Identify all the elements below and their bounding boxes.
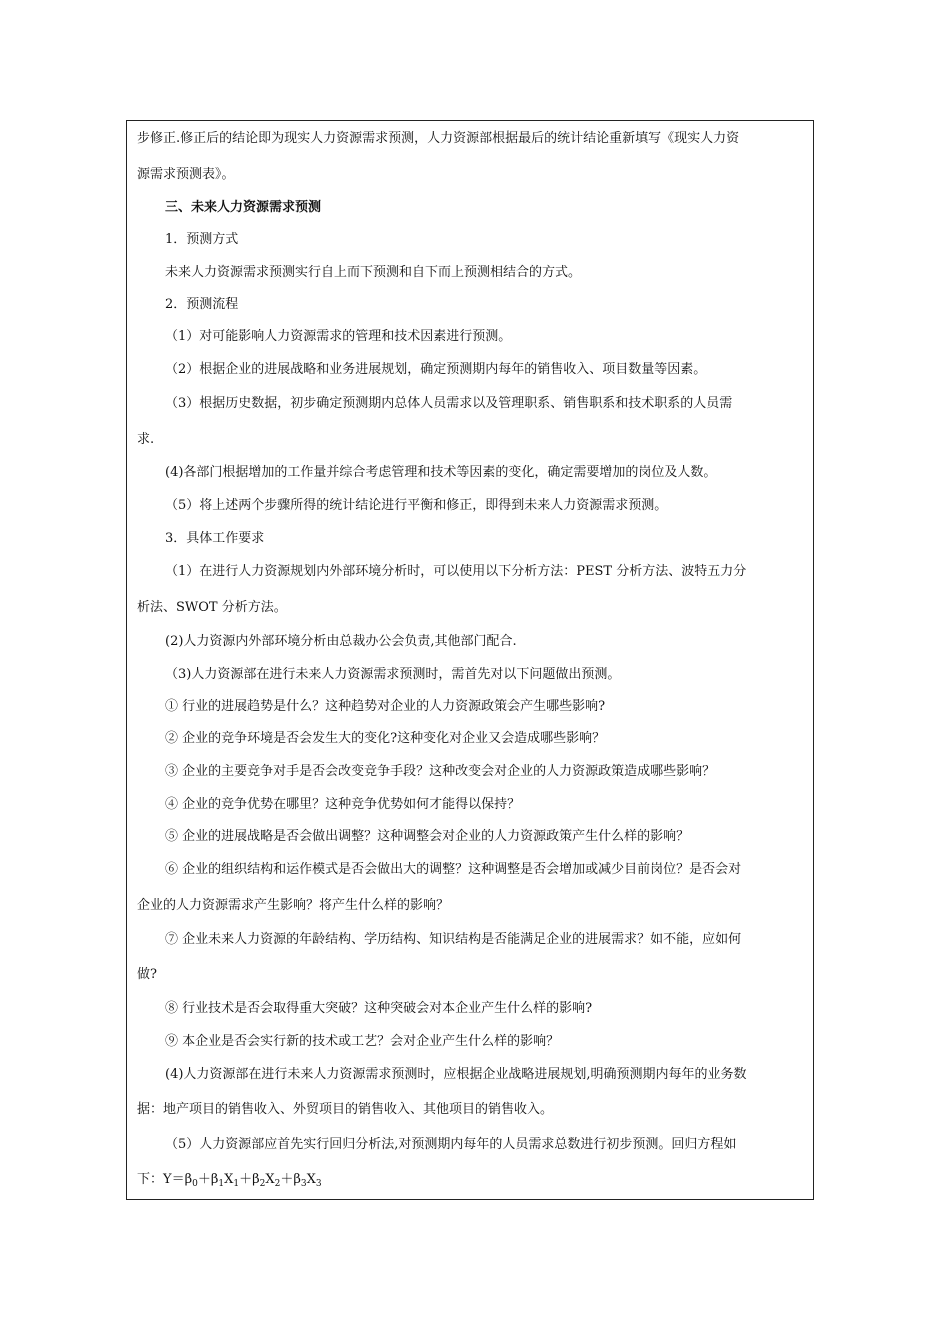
paragraph-line: 据：地产项目的销售收入、外贸项目的销售收入、其他项目的销售收入。 (137, 1102, 554, 1117)
list-item: ① 行业的进展趋势是什么？这种趋势对企业的人力资源政策会产生哪些影响? (165, 699, 606, 714)
paragraph-line: （2）根据企业的进展战略和业务进展规划，确定预测期内每年的销售收入、项目数量等因素。 (165, 362, 707, 377)
list-item: ⑨ 本企业是否会实行新的技术或工艺？会对企业产生什么样的影响？ (165, 1034, 560, 1049)
list-item: ③ 企业的主要竞争对手是否会改变竞争手段？这种改变会对企业的人力资源政策造成哪些影响？ (165, 764, 716, 779)
document-table-cell (126, 120, 814, 1200)
section-heading: 三、未来人力资源需求预测 (165, 200, 322, 215)
paragraph-line: 求. (137, 432, 155, 447)
paragraph-line: (2)人力资源内外部环境分析由总裁办公会负责,其他部门配合. (165, 634, 517, 649)
list-item-continuation: 做? (137, 967, 157, 982)
subheading: 1．预测方式 (165, 232, 239, 247)
list-item: ⑤ 企业的进展战略是否会做出调整？这种调整会对企业的人力资源政策产生什么样的影响？ (165, 829, 690, 844)
paragraph-line: （3)人力资源部在进行未来人力资源需求预测时，需首先对以下问题做出预测。 (165, 667, 621, 682)
paragraph-line: (4)人力资源部在进行未来人力资源需求预测时，应根据企业战略进展规划,明确预测期内每年的业务数 (165, 1067, 747, 1082)
paragraph-line: 未来人力资源需求预测实行自上而下预测和自下而上预测相结合的方式。 (165, 265, 582, 280)
list-item: ② 企业的竞争环境是否会发生大的变化?这种变化对企业又会造成哪些影响？ (165, 731, 606, 746)
paragraph-line: （3）根据历史数据，初步确定预测期内总体人员需求以及管理职系、销售职系和技术职系的人员需 (165, 396, 733, 411)
paragraph-line: 步修正.修正后的结论即为现实人力资源需求预测，人力资源部根据最后的统计结论重新填写《现实人力资 (137, 131, 740, 146)
list-item: ⑧ 行业技术是否会取得重大突破？这种突破会对本企业产生什么样的影响? (165, 1001, 593, 1016)
list-item: ⑥ 企业的组织结构和运作模式是否会做出大的调整？这种调整是否会增加或减少目前岗位？是否会对 (165, 862, 742, 877)
paragraph-line: 源需求预测表》。 (137, 167, 235, 182)
list-item: ④ 企业的竞争优势在哪里？这种竞争优势如何才能得以保持？ (165, 797, 521, 812)
list-item-continuation: 企业的人力资源需求产生影响？将产生什么样的影响？ (137, 898, 450, 913)
subheading: 3．具体工作要求 (165, 531, 265, 546)
regression-formula: 下：$Y=\beta_0+\beta_1X_1+\beta_2X_2+\beta_3X_3$ (137, 1172, 322, 1189)
paragraph-line: （1）对可能影响人力资源需求的管理和技术因素进行预测。 (165, 329, 512, 344)
paragraph-line: (4)各部门根据增加的工作量并综合考虑管理和技术等因素的变化，确定需要增加的岗位及人数。 (165, 465, 717, 480)
subheading: 2．预测流程 (165, 297, 239, 312)
paragraph-line: （5）将上述两个步骤所得的统计结论进行平衡和修正，即得到未来人力资源需求预测。 (165, 498, 668, 513)
paragraph-line: 析法、SWOT 分析方法。 (137, 600, 287, 615)
paragraph-line: （1）在进行人力资源规划内外部环境分析时，可以使用以下分析方法：PEST 分析方法、波特五力分 (165, 564, 747, 579)
paragraph-line: （5）人力资源部应首先实行回归分析法,对预测期内每年的人员需求总数进行初步预测。回归方程如 (165, 1137, 737, 1152)
list-item: ⑦ 企业未来人力资源的年龄结构、学历结构、知识结构是否能满足企业的进展需求？如不能，应如何 (165, 932, 742, 947)
